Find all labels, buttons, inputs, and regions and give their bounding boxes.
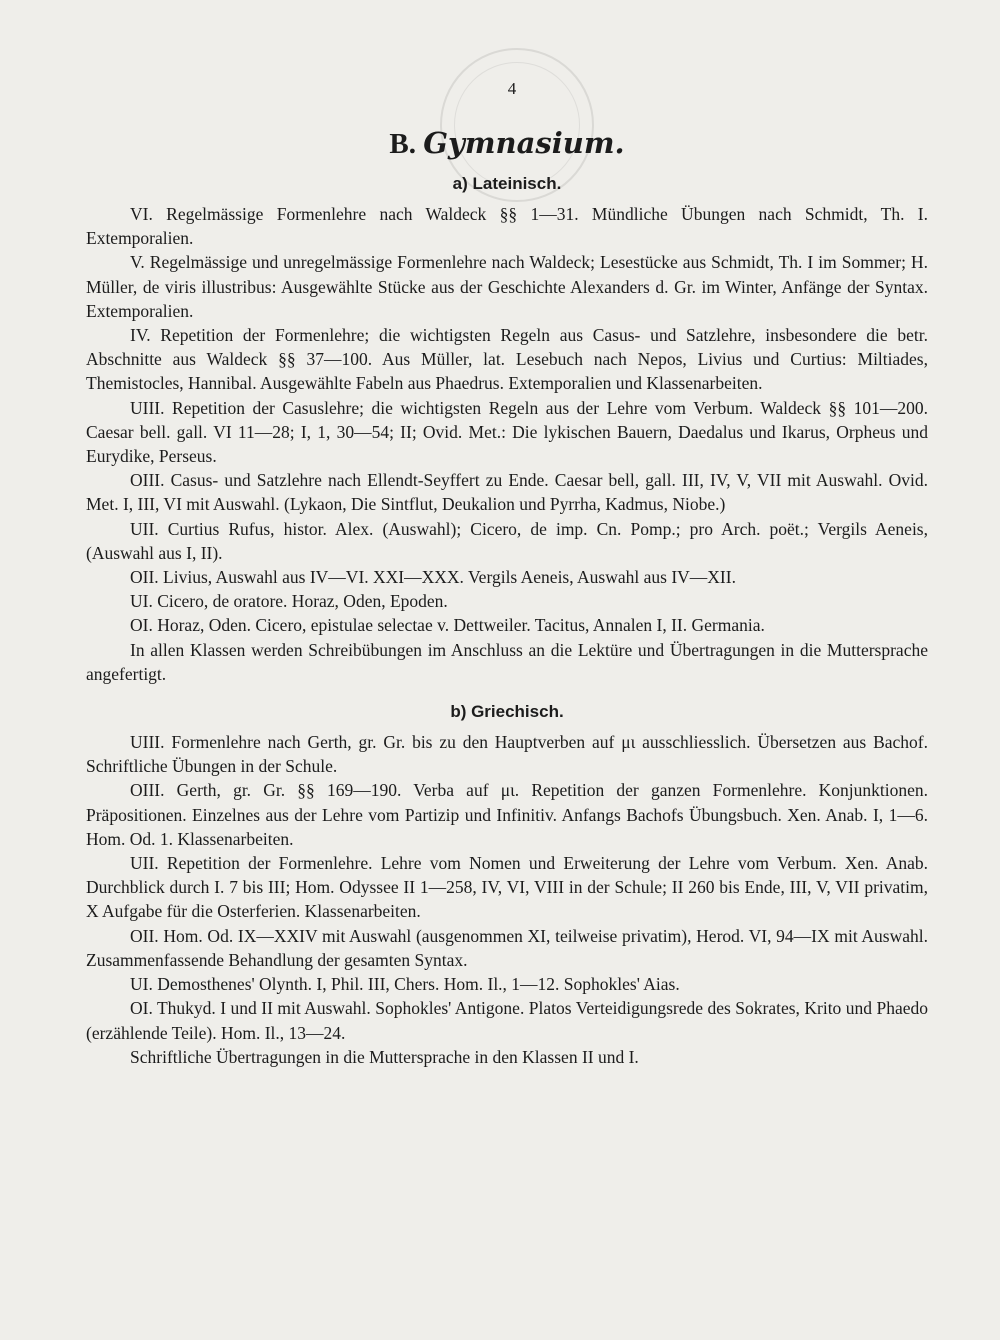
paragraph: OII. Livius, Auswahl aus IV—VI. XXI—XXX. Vergils Aeneis, Auswahl aus IV—XII. xyxy=(130,567,736,588)
latin-section xyxy=(86,202,928,686)
section-heading-greek: b) Griechisch. xyxy=(450,702,564,722)
paragraph: UI. Demosthenes' Olynth. I, Phil. III, Chers. Hom. Il., 1—12. Sophokles' Aias. xyxy=(130,974,680,995)
paragraph: UIII. Repetition der Casuslehre; die wichtigsten Regeln aus der Lehre vom Verbum. Waldeck §§ 101—200. Caesar bell. gall. VI 11—28; I, 1, 30—54; II; Ovid. Met.: Die lykischen Bauern, Daedalus und Ikarus, Orpheus und Eurydike, Perseus. xyxy=(86,397,928,467)
paragraph: UII. Repetition der Formenlehre. Lehre vom Nomen und Erweiterung der Lehre vom Verbum. Xen. Anab. Durchblick durch I. 7 bis III; Hom. Odyssee II 1—258, IV, VI, VIII in der Schule; II 260 bis Ende, III, V, VII privatim, X Aufgabe für die Osterferien. Klassenarbeiten. xyxy=(86,853,928,922)
paragraph: Schriftliche Übertragungen in die Muttersprache in den Klassen II und I. xyxy=(130,1046,639,1067)
paragraph: UII. Curtius Rufus, histor. Alex. (Auswahl); Cicero, de imp. Cn. Pomp.; pro Arch. poët.; Vergils Aeneis, (Auswahl aus I, II). xyxy=(86,518,928,563)
paragraph: OI. Horaz, Oden. Cicero, epistulae selectae v. Dettweiler. Tacitus, Annalen I, II. Germania. xyxy=(130,615,765,636)
paragraph: IV. Repetition der Formenlehre; die wichtigsten Regeln aus Casus- und Satzlehre, insbesondere die betr. Abschnitte aus Waldeck §§ 37—100. Aus Müller, lat. Lesebuch nach Nepos, Livius und Curtius: Miltiades, Themistocles, Hannibal. Ausgewählte Fabeln aus Phaedrus. Extemporalien und Klassenarbeiten. xyxy=(86,325,928,394)
paragraph: OI. Thukyd. I und II mit Auswahl. Sophokles' Antigone. Platos Verteidigungsrede des Sokrates, Krito und Phaedo (erzählende Teile). Hom. Il., 13—24. xyxy=(86,998,928,1043)
paragraph: VI. Regelmässige Formenlehre nach Waldeck §§ 1—31. Mündliche Übungen nach Schmidt, Th. I. Extemporalien. xyxy=(86,204,928,249)
paragraph: UIII. Formenlehre nach Gerth, gr. Gr. bis zu den Hauptverben auf μι ausschliesslich. Übersetzen aus Bachof. Schriftliche Übungen in der Schule. xyxy=(86,732,928,777)
page-number: 4 xyxy=(507,79,517,98)
paragraph: OIII. Gerth, gr. Gr. §§ 169—190. Verba auf μι. Repetition der ganzen Formenlehre. Konjunktionen. Präpositionen. Einzelnes aus der Lehre vom Partizip und Infinitiv. Anfangs Bachofs Übungsbuch. Xen. Anab. I, 1—6. Hom. Od. 1. Klassenarbeiten. xyxy=(86,780,928,849)
paragraph: V. Regelmässige und unregelmässige Formenlehre nach Waldeck; Lesestücke aus Schmidt, Th. I im Sommer; H. Müller, de viris illustribus: Ausgewählte Stücke aus der Geschichte Alexanders d. Gr. im Winter, Anfänge der Syntax. Extemporalien. xyxy=(86,252,928,321)
page-title xyxy=(86,124,928,162)
document-page xyxy=(86,78,928,1069)
title-prefix: B. xyxy=(389,128,416,160)
greek-section xyxy=(86,730,928,1069)
paragraph: OII. Hom. Od. IX—XXIV mit Auswahl (ausgenommen XI, teilweise privatim), Herod. VI, 94—IX mit Auswahl. Zusammenfassende Behandlung der gesamten Syntax. xyxy=(86,925,928,970)
paragraph: UI. Cicero, de oratore. Horaz, Oden, Epoden. xyxy=(130,591,448,612)
paragraph: In allen Klassen werden Schreibübungen im Anschluss an die Lektüre und Übertragungen in die Muttersprache angefertigt. xyxy=(86,639,928,684)
paragraph: OIII. Casus- und Satzlehre nach Ellendt-Seyffert zu Ende. Caesar bell, gall. III, IV, V, VII mit Auswahl. Ovid. Met. I, III, VI mit Auswahl. (Lykaon, Die Sintflut, Deukalion und Pyrrha, Kadmus, Niobe.) xyxy=(86,470,928,515)
title-word: Gymnasium. xyxy=(423,126,625,160)
section-heading-latin: a) Lateinisch. xyxy=(452,174,562,193)
